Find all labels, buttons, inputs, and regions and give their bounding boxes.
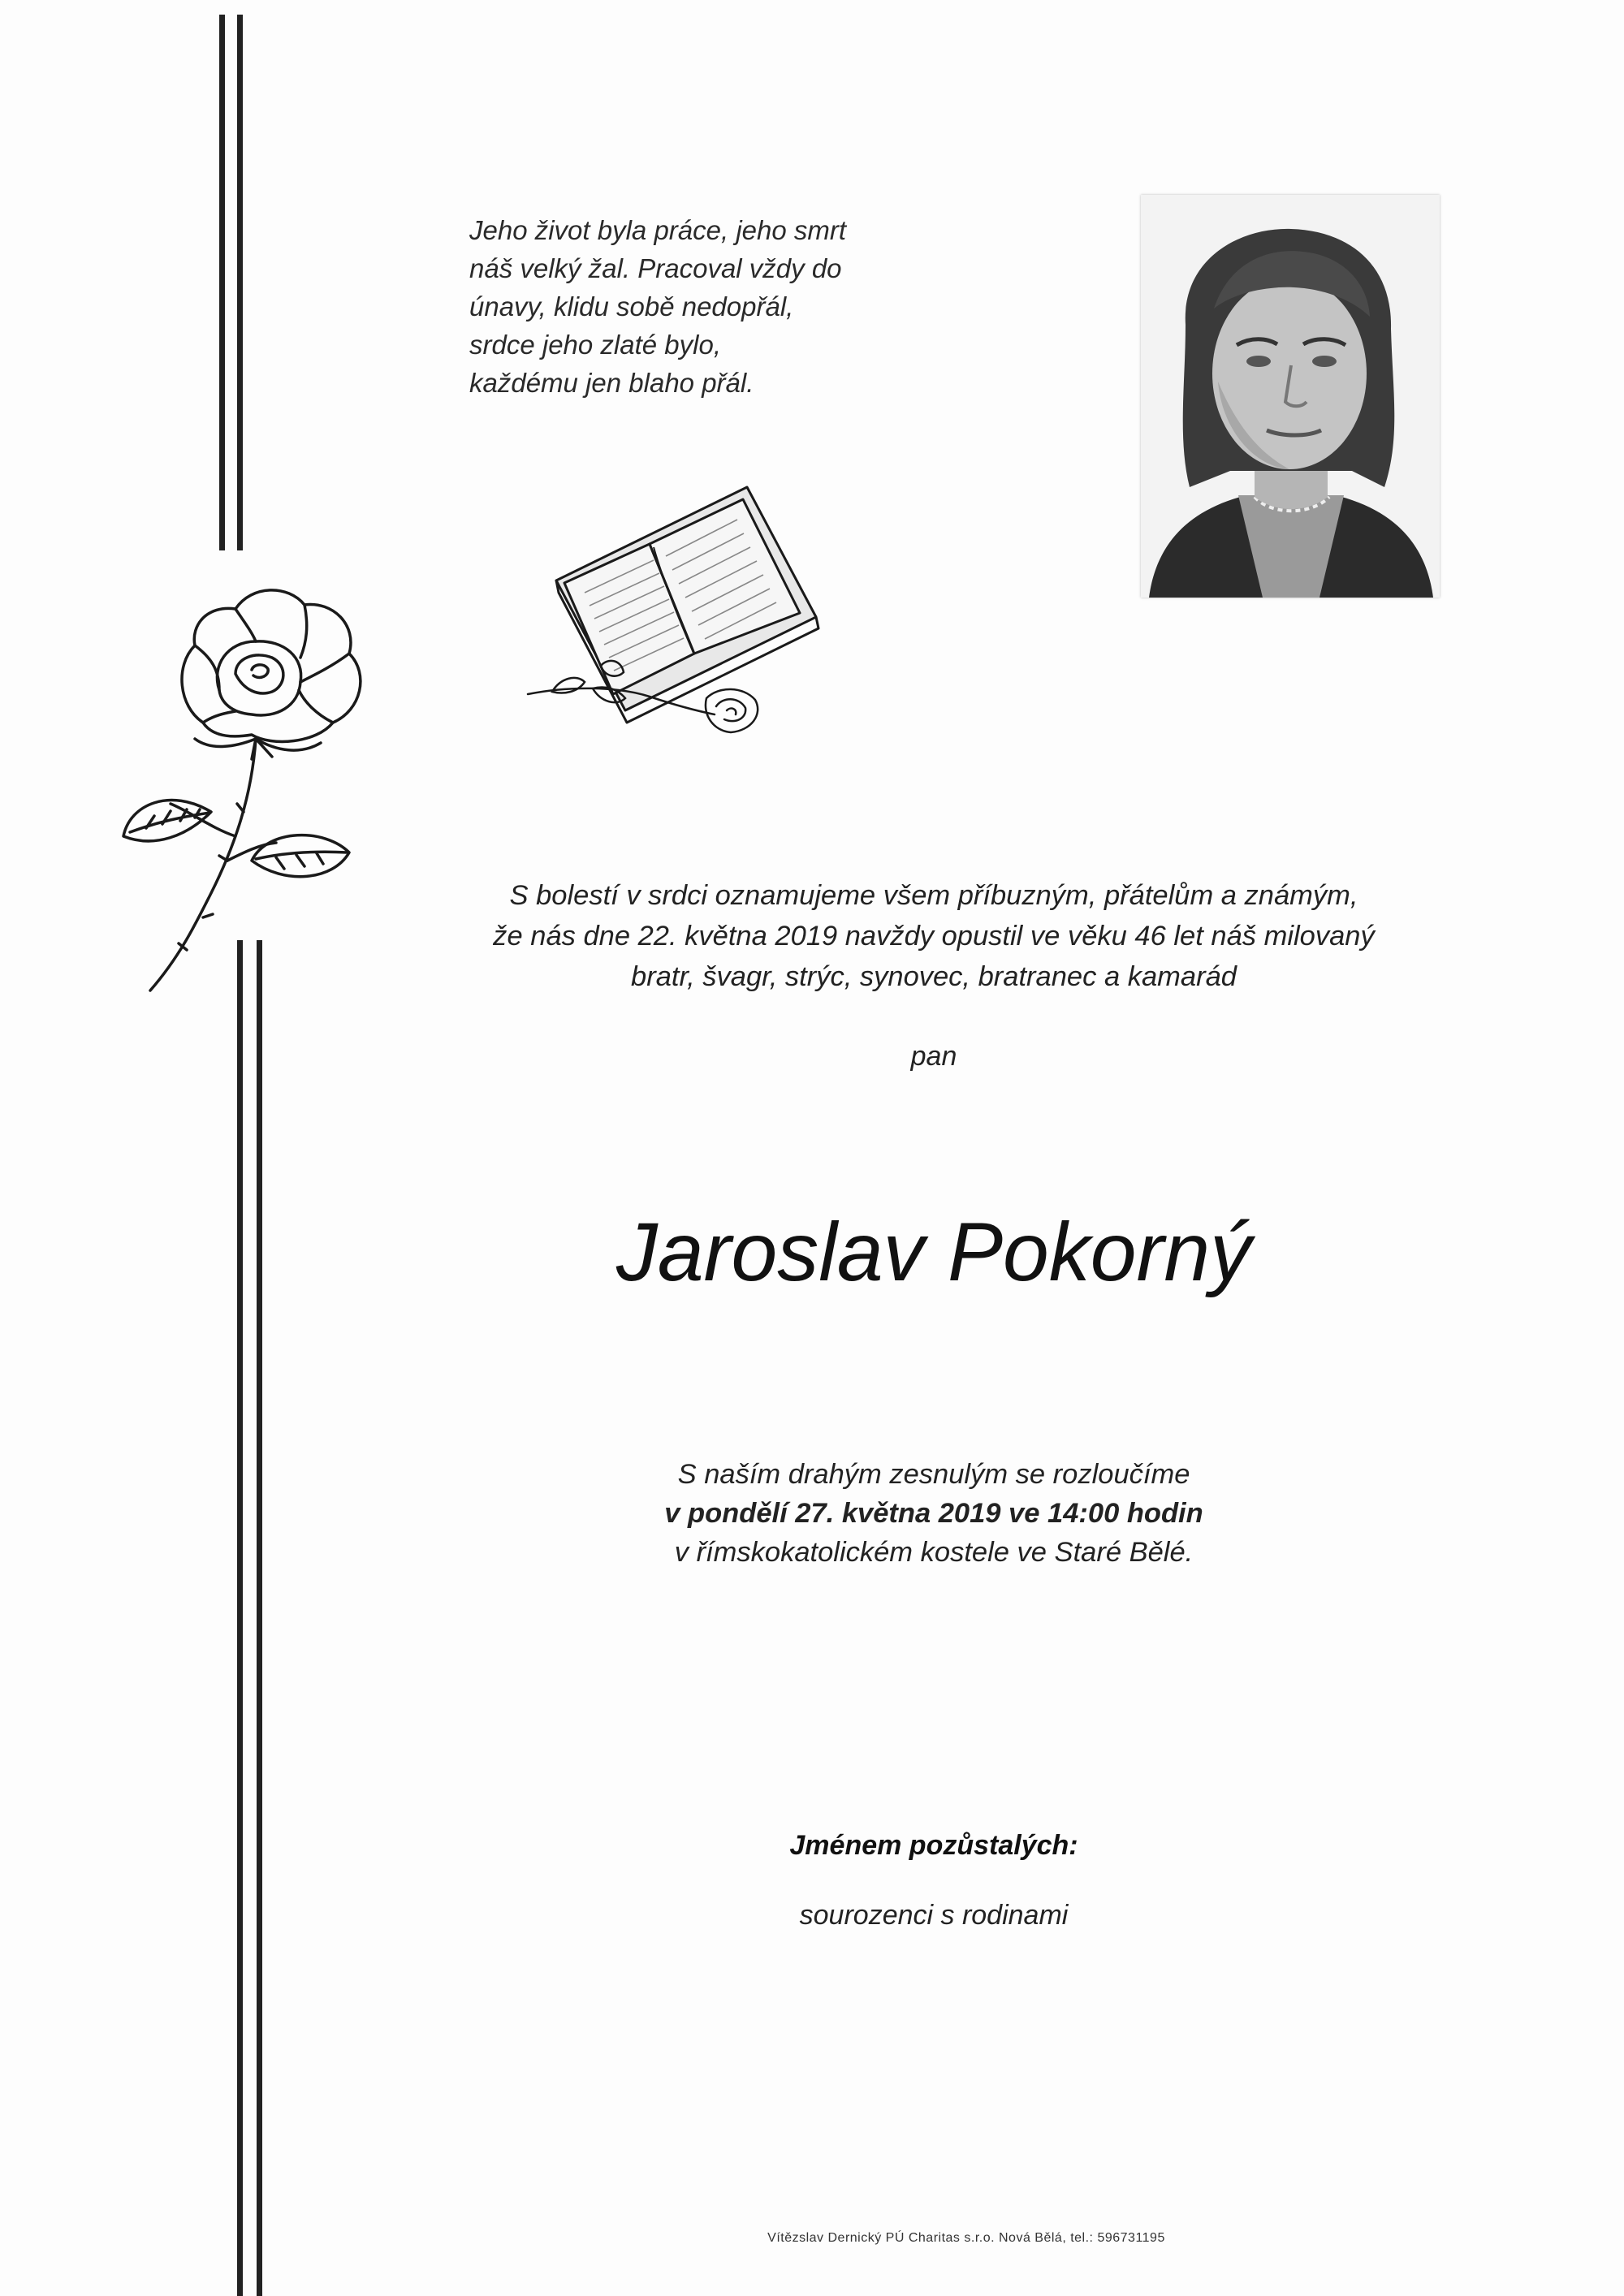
mourners-heading: Jménem pozůstalých:: [789, 1830, 1078, 1861]
farewell-line: S naším drahým zesnulým se rozloučíme: [677, 1459, 1190, 1490]
poem-line: náš velký žal. Pracoval vždy do: [469, 253, 842, 283]
portrait-photo: [1141, 195, 1440, 598]
open-book-icon: [520, 479, 828, 755]
left-frame-line-inner-top: [237, 15, 243, 550]
announcement-line: že nás dne 22. května 2019 navždy opustil ve věku 46 let náš milovaný: [493, 921, 1375, 952]
poem-line: únavy, klidu sobě nedopřál,: [469, 291, 794, 322]
farewell-info: [528, 1455, 1340, 1572]
deceased-name: Jaroslav Pokorný: [615, 1206, 1252, 1298]
mourners-names: sourozenci s rodinami: [799, 1900, 1069, 1931]
rose-icon: [114, 568, 390, 1007]
poem-line: Jeho život byla práce, jeho smrt: [469, 215, 847, 245]
poem-line: srdce jeho zlaté bylo,: [469, 330, 722, 360]
left-frame-line-outer-bottom: [237, 940, 243, 2296]
poem-line: každému jen blaho přál.: [469, 368, 754, 398]
funeral-service-footer: Vítězslav Dernický PÚ Charitas s.r.o. Nová Bělá, tel.: 596731195: [767, 2231, 1165, 2245]
farewell-date-time: v pondělí 27. května 2019 ve 14:00 hodin: [664, 1498, 1203, 1529]
announcement-line: S bolestí v srdci oznamujeme všem příbuzným, přátelům a známým,: [509, 880, 1358, 911]
poem: [469, 211, 924, 402]
salutation: pan: [910, 1041, 957, 1072]
left-frame-line-outer-top: [219, 15, 225, 550]
announcement: [357, 875, 1510, 997]
announcement-line: bratr, švagr, strýc, synovec, bratranec a kamarád: [631, 961, 1237, 992]
farewell-location: v římskokatolickém kostele ve Staré Bělé.: [674, 1537, 1194, 1568]
left-frame-line-inner-bottom: [257, 940, 262, 2296]
